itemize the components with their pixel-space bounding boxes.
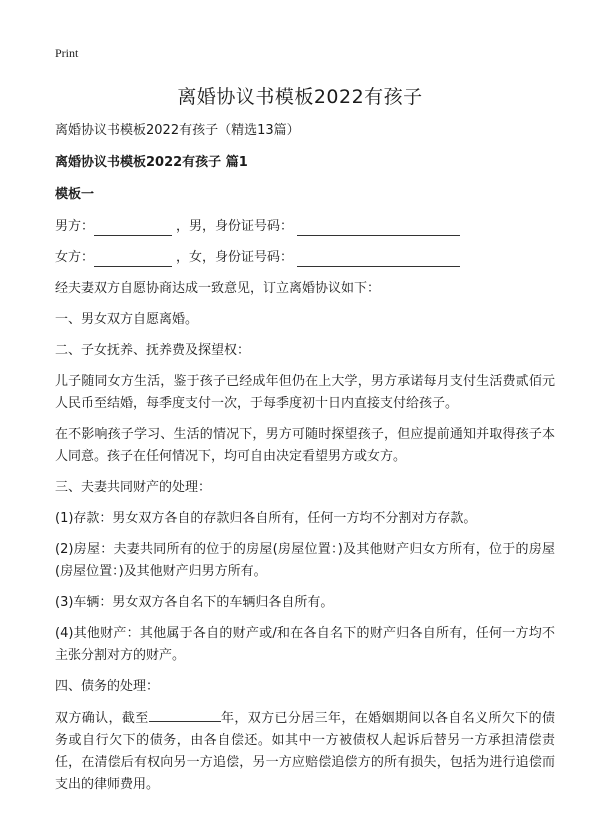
clause-3-house: (2)房屋：夫妻共同所有的位于的房屋(房屋位置：)及其他财产归女方所有，位于的房屋(房屋位置：)及其他财产归男方所有。 <box>55 542 555 579</box>
section-heading: 离婚协议书模板2022有孩子 篇1 <box>55 155 248 170</box>
male-name-blank <box>94 220 172 236</box>
female-name-blank <box>94 251 172 267</box>
clause-2-visitation: 在不影响孩子学习、生活的情况下，男方可随时探望孩子，但应提前通知并取得孩子本人同意。孩子在任何情况下，均可自由决定看望男方或女方。 <box>55 427 555 464</box>
clause-3-deposits: (1)存款：男女双方各自的存款归各自所有，任何一方均不分割对方存款。 <box>55 511 477 526</box>
clause-3-heading: 三、夫妻共同财产的处理： <box>55 480 212 495</box>
female-id-blank <box>297 251 460 267</box>
clause-2-custody: 儿子随同女方生活，鉴于孩子已经成年但仍在上大学，男方承诺每月支付生活费贰佰元人民币至结婚，每季度支付一次，于每季度初十日内直接支付给孩子。 <box>55 374 555 411</box>
clause-3-other-property: (4)其他财产：其他属于各自的财产或/和在各自名下的财产归各自所有，任何一方均不主张分割对方的财产。 <box>55 626 555 663</box>
female-id-label: ，女，身份证号码： <box>176 250 294 265</box>
male-label: 男方： <box>55 219 95 234</box>
female-party-row <box>55 247 555 269</box>
clause-4-prefix: 双方确认，截至 <box>55 711 149 726</box>
male-id-blank <box>297 220 460 236</box>
template-label: 模板一 <box>55 187 95 202</box>
clause-3-vehicles: (3)车辆：男女双方各自名下的车辆归各自所有。 <box>55 595 334 610</box>
date-blank <box>149 707 221 722</box>
clause-4-debts <box>55 707 555 796</box>
clause-1: 一、男女双方自愿离婚。 <box>55 312 199 327</box>
clause-4-text: 年，双方已分居三年，在婚姻期间以各自名义所欠下的债务或自行欠下的债务，由各自偿还。如其中一方被债权人起诉后替另一方承担清偿责任，在清偿后有权向另一方追偿，另一方应赔偿追偿方的所有损失，包括为进行追偿而支出的律师费用。 <box>55 711 555 792</box>
male-id-label: ，男，身份证号码： <box>176 219 294 234</box>
male-party-row <box>55 216 555 238</box>
clause-2-heading: 二、子女抚养、抚养费及探望权： <box>55 343 251 358</box>
female-label: 女方： <box>55 250 95 265</box>
document-body <box>55 120 555 805</box>
document-subtitle: 离婚协议书模板2022有孩子（精选13篇） <box>55 123 300 138</box>
print-link[interactable]: Print <box>55 46 79 60</box>
clause-4-heading: 四、债务的处理： <box>55 679 160 694</box>
intro-paragraph: 经夫妻双方自愿协商达成一致意见，订立离婚协议如下： <box>55 281 381 296</box>
document-title: 离婚协议书模板2022有孩子 <box>177 86 423 108</box>
